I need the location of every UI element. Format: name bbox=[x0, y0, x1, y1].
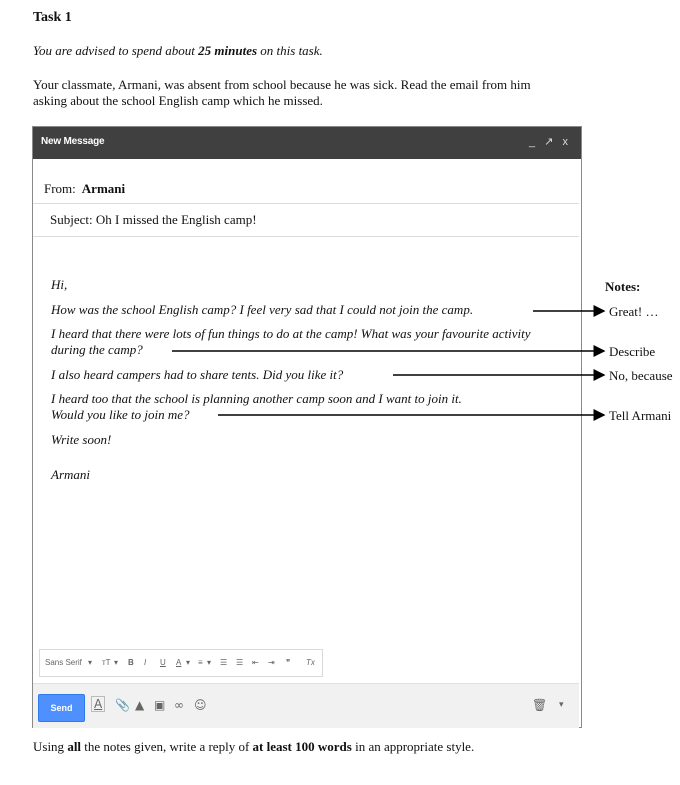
format-options-icon[interactable]: A bbox=[91, 696, 105, 712]
email-greeting: Hi, bbox=[51, 277, 68, 292]
intro-line-1: Your classmate, Armani, was absent from school because he was sick. Read the email from him bbox=[33, 77, 531, 92]
text-color-icon[interactable]: A bbox=[176, 658, 182, 667]
emoji-icon[interactable]: ☺ bbox=[194, 698, 207, 712]
advice-post: on this task. bbox=[257, 43, 323, 58]
numbered-list-icon[interactable]: ☰ bbox=[220, 658, 228, 667]
instr-all: all bbox=[67, 739, 82, 754]
align-icon[interactable]: ≡ bbox=[198, 658, 203, 667]
photo-icon[interactable]: ▣ bbox=[154, 698, 166, 712]
note-2: Describe bbox=[609, 344, 656, 359]
drive-icon[interactable]: ▲ bbox=[135, 698, 145, 712]
writing-instructions bbox=[33, 739, 474, 755]
notes-title: Notes: bbox=[605, 279, 641, 294]
size-dropdown-icon[interactable]: ▾ bbox=[114, 658, 119, 667]
email-line-4b: Would you like to join me? bbox=[51, 407, 190, 422]
bulleted-list-icon[interactable]: ☰ bbox=[236, 658, 244, 667]
note-1: Great! … bbox=[609, 304, 659, 319]
email-line-4a: I heard too that the school is planning another camp soon and I want to join it. bbox=[51, 391, 462, 406]
trash-icon[interactable]: 🗑 bbox=[532, 698, 548, 712]
instr-pre: Using bbox=[33, 739, 68, 754]
email-signoff: Write soon! bbox=[51, 432, 112, 447]
email-line-2a: I heard that there were lots of fun things to do at the camp! What was your favourite activity bbox=[51, 326, 531, 341]
advice-pre: You are advised to spend about bbox=[33, 43, 199, 58]
instr-word-count: at least 100 words bbox=[252, 739, 352, 754]
email-line-1: How was the school English camp? I feel very sad that I could not join the camp. bbox=[51, 302, 474, 317]
attach-icon[interactable]: 📎 bbox=[115, 698, 130, 712]
indent-less-icon[interactable]: ⇤ bbox=[252, 658, 259, 667]
indent-more-icon[interactable]: ⇥ bbox=[268, 658, 275, 667]
window-controls[interactable]: _ ↗ x bbox=[529, 136, 571, 148]
task-title: Task 1 bbox=[33, 10, 72, 25]
italic-icon[interactable]: I bbox=[144, 658, 147, 667]
note-4: Tell Armani bbox=[609, 408, 672, 423]
from-label: From: bbox=[44, 181, 76, 196]
font-select[interactable]: Sans Serif bbox=[45, 658, 82, 667]
clear-format-icon[interactable]: Tx bbox=[306, 658, 315, 667]
font-dropdown-icon[interactable]: ▾ bbox=[88, 658, 93, 667]
from-value: Armani bbox=[81, 181, 126, 196]
bold-icon[interactable]: B bbox=[128, 658, 134, 667]
note-3: No, because bbox=[609, 368, 673, 383]
email-line-2b: during the camp? bbox=[51, 342, 143, 357]
subject-label: Subject: bbox=[50, 212, 93, 227]
window-title: New Message bbox=[41, 136, 105, 147]
instr-mid: the notes given, write a reply of bbox=[81, 739, 253, 754]
send-button[interactable]: Send bbox=[38, 694, 85, 722]
instr-post: in an appropriate style. bbox=[351, 739, 475, 754]
email-line-3: I also heard campers had to share tents. Did you like it? bbox=[51, 367, 344, 382]
advice-minutes: 25 minutes bbox=[198, 43, 258, 58]
underline-icon[interactable]: U bbox=[160, 658, 166, 667]
color-dropdown-icon[interactable]: ▾ bbox=[186, 658, 191, 667]
email-signature: Armani bbox=[51, 467, 90, 482]
intro-line-2: asking about the school English camp which he missed. bbox=[33, 93, 323, 108]
quote-icon[interactable]: ❞ bbox=[286, 658, 291, 667]
more-options-icon[interactable]: ▾ bbox=[559, 700, 564, 710]
text-size-icon[interactable]: ᴛT bbox=[102, 658, 111, 667]
link-icon[interactable]: ∞ bbox=[174, 698, 184, 712]
align-dropdown-icon[interactable]: ▾ bbox=[207, 658, 212, 667]
subject-value: Oh I missed the English camp! bbox=[95, 212, 257, 227]
